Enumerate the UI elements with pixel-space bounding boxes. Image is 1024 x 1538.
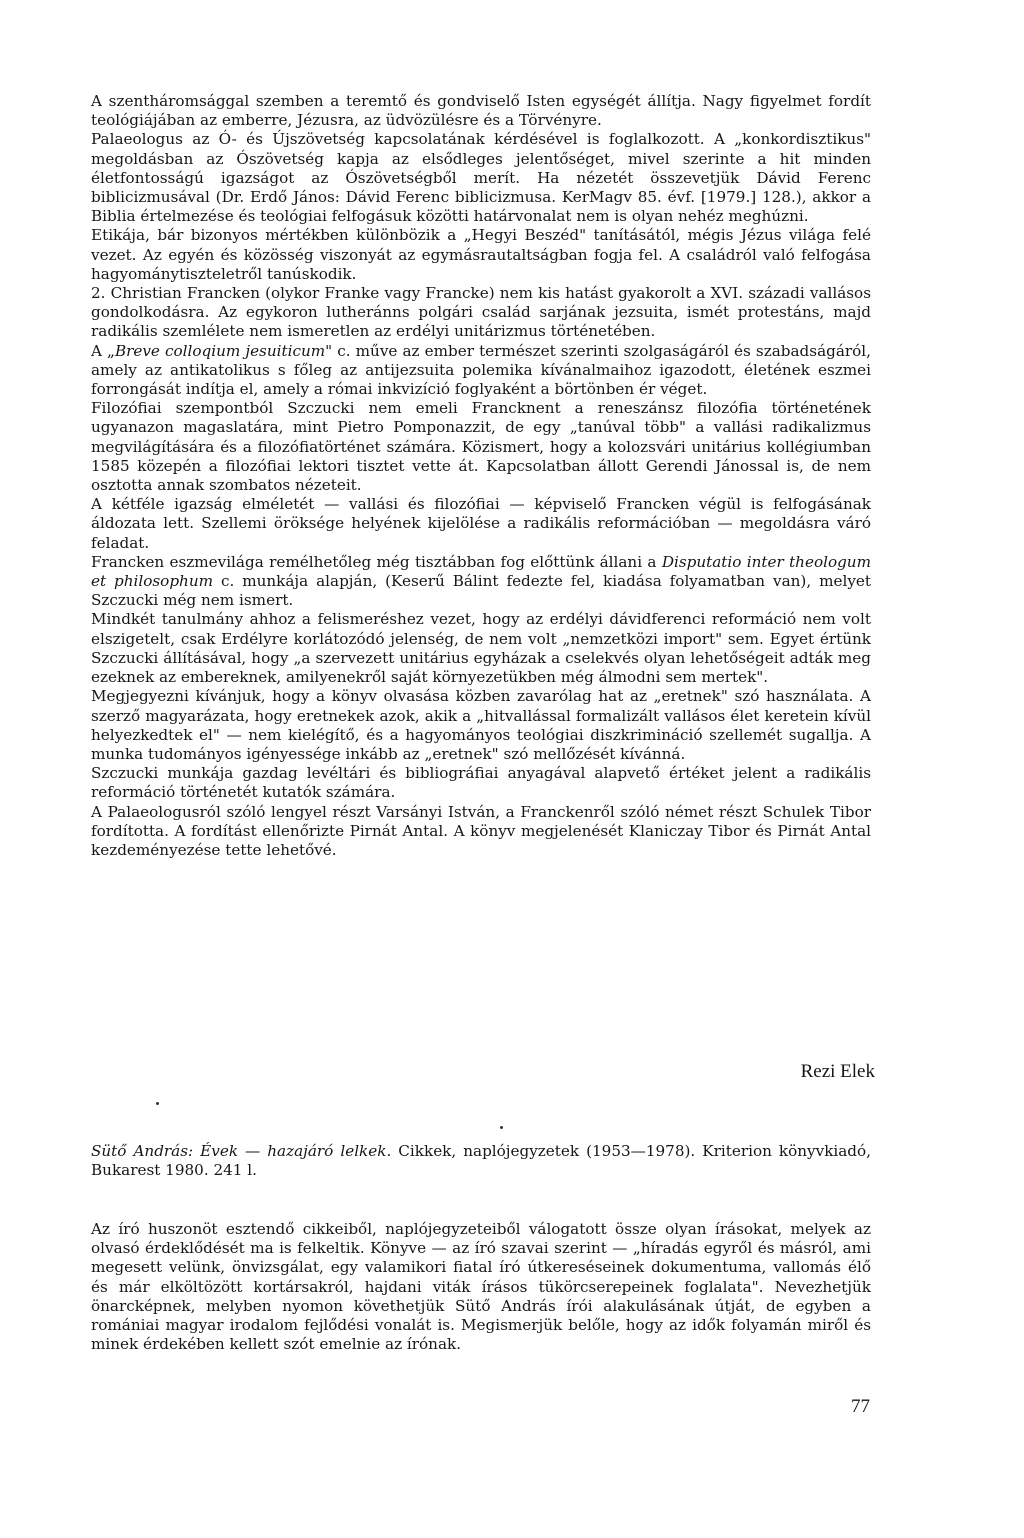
- article-body: [91, 92, 871, 860]
- page-number: 77: [851, 1396, 870, 1417]
- paragraph: Szczucki munkája gazdag levéltári és bibliográfiai anyagával alapvető értéket jelent a radikális reformáció történetét kutatók számára.: [91, 764, 871, 802]
- paragraph: A Palaeologusról szóló lengyel részt Varsányi István, a Franckenről szóló német részt Schulek Tibor fordította. A fordítást ellenőrizte Pirnát Antal. A könyv megjelenését Klaniczay Tibor és Pirnát Antal kezdeményezése tette lehetővé.: [91, 802, 871, 859]
- review-heading: [91, 1142, 871, 1180]
- paragraph-text: A „: [91, 341, 115, 360]
- paragraph-text: Francken eszmevilága remélhetőleg még tisztábban fog előttünk állani a: [91, 552, 662, 571]
- paragraph: A kétféle igazság elméletét — vallási és filozófiai — képviselő Francken végül is felfogásának áldozata lett. Szellemi öröksége helyének kijelölése a radikális reformációban — megoldásra váró feladat.: [91, 495, 871, 552]
- review-details: Cikkek, naplójegyzetek (1953—1978). Kriterion könyvkiadó, Bukarest 1980. 241 l.: [91, 1142, 872, 1180]
- paragraph: Megjegyezni kívánjuk, hogy a könyv olvasása közben zavarólag hat az „eretnek" szó használata. A szerző magyarázata, hogy eretnekek azok, akik a „hitvallással formalizált vallásos élet keretein kívül helyezkedtek el" — nem kielégítő, és a hagyományos teológiai diszkrimináció szellemét sugallja. A munka tudományos igényessége inkább az „eretnek" szó mellőzését kívánná.: [91, 687, 871, 763]
- paragraph: A szentháromsággal szemben a teremtő és gondviselő Isten egységét állítja. Nagy figyelmet fordít teológiájában az emberre, Jézusra, az üdvözülésre és a Törvényre.: [91, 92, 871, 130]
- print-speck: [500, 1126, 503, 1129]
- review-title: Sütő András: Évek — hazajáró lelkek.: [91, 1142, 392, 1160]
- paragraph: [91, 553, 871, 611]
- author-signature: Rezi Elek: [800, 1061, 875, 1082]
- paragraph: Mindkét tanulmány ahhoz a felismeréshez vezet, hogy az erdélyi dávidferenci reformáció nem volt elszigetelt, csak Erdélyre korlátozódó jelenség, de nem volt „nemzetközi import" sem. Egyet értünk Szczucki állításával, hogy „a szervezett unitárius egyházak a cselekvés olyan lehetőségeit adták meg ezeknek az embereknek, amilyenekről saját környezetükben még álmodni sem mertek".: [91, 610, 871, 687]
- paragraph: 2. Christian Francken (olykor Franke vagy Francke) nem kis hatást gyakorolt a XVI. századi vallásos gondolkodásra. Az egykoron lutheránns polgári család sarjának jezsuita, ismét protestáns, majd radikális szemlélete nem ismeretlen az erdélyi unitárizmus történetében.: [91, 284, 871, 341]
- work-title: Breve colloqium jesuiticum: [114, 341, 326, 360]
- work-title: Disputatio inter theologum et philosophum: [91, 552, 871, 591]
- paragraph-text: " c. műve az ember természet szerinti szolgaságáról és szabadságáról, amely az antikatolikus s főleg az antijezsuita polemika kívánalmaihoz igazodott, életének eszmei forrongását indítja el, amely a római inkvizíció foglyaként a börtönben ér véget.: [91, 341, 871, 399]
- paragraph: Filozófiai szempontból Szczucki nem emeli Francknent a reneszánsz filozófia történetének ugyanazon magaslatára, mint Pietro Pomponazzit, de egy „tanúval több" a vallási radikalizmus megvilágítására és a filozófiatörténet számára. Közismert, hogy a kolozsvári unitárius kollégiumban 1585 közepén a filozófiai lektori tisztet vette át. Kapcsolatban állott Gerendi Jánossal is, de nem osztotta annak szombatos nézeteit.: [91, 399, 871, 495]
- paragraph-text: c. munkája alapján, (Keserű Bálint fedezte fel, kiadása folyamatban van), melyet Szczucki még nem ismert.: [91, 572, 871, 610]
- print-speck: [156, 1102, 159, 1105]
- paragraph: Palaeologus az Ó- és Újszövetség kapcsolatának kérdésével is foglalkozott. A „konkordisztikus" megoldásban az Ószövetség kapja az elsődleges jelentőséget, mivel szerinte a hit minden életfontosságú igazságot az Ószövetségből merít. Ha nézetét összevetjük Dávid Ferenc biblicizmusával (Dr. Erdő János: Dávid Ferenc biblicizmusa. KerMagv 85. évf. [1979.] 128.), akkor a Biblia értelmezése és teológiai felfogásuk közötti határvonalat nem is olyan nehéz meghúzni.: [91, 130, 871, 226]
- review-body: Az író huszonöt esztendő cikkeiből, naplójegyzeteiből válogatott össze olyan írásokat, melyek az olvasó érdeklődését ma is felkeltik. Könyve — az író szavai szerint — „híradás egyről és másról, ami megesett velünk, önvizsgálat, egy valamikori fiatal író útkereséseinek dokumentuma, vallomás élő és már elköltözött kortársakról, hajdani viták írásos tükörcserepeinek foglalata". Nevezhetjük önarcképnek, melyben nyomon követhetjük Sütő András írói alakulásának útját, de egyben a romániai magyar irodalom fejlődési vonalát is. Megismerjük belőle, hogy az idők folyamán miről és minek érdekében kellett szót emelnie az írónak.: [91, 1220, 871, 1354]
- paragraph: Etikája, bár bizonyos mértékben különbözik a „Hegyi Beszéd" tanításától, mégis Jézus világa felé vezet. Az egyén és közösség viszonyát az egymásrautaltságban fogja fel. A családról való felfogása hagyománytiszteletről tanúskodik.: [91, 226, 871, 283]
- paragraph: [91, 342, 871, 400]
